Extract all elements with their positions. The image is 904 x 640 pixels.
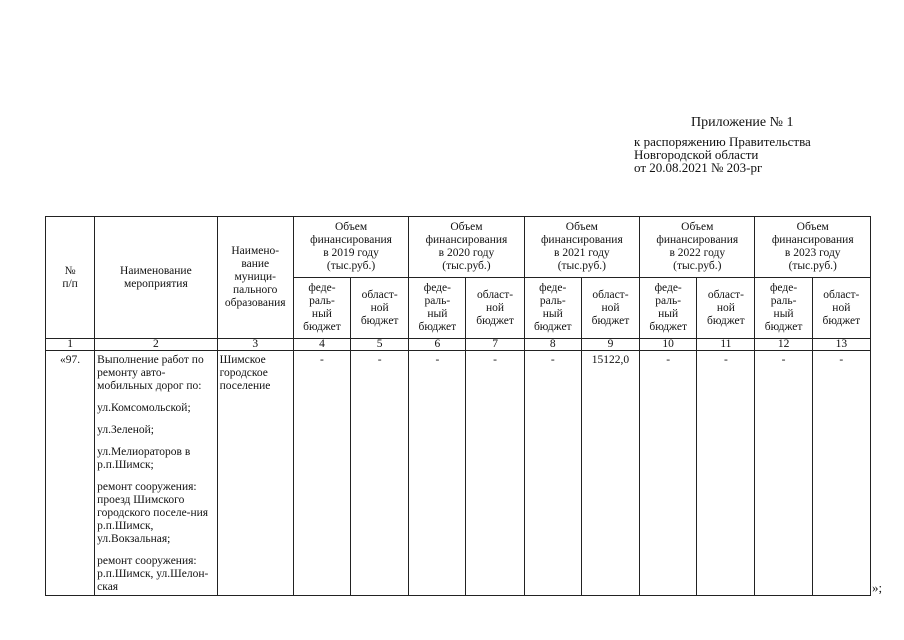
header-regional: област- ной бюджет (697, 278, 755, 339)
header-name: Наименование мероприятия (95, 217, 217, 339)
value-cell: - (524, 351, 581, 596)
activity-line: ремонт сооружения: р.п.Шимск, ул.Шелон-ская (97, 555, 209, 593)
header-regional: област- ной бюджет (351, 278, 409, 339)
header-regional: област- ной бюджет (812, 278, 870, 339)
appendix-header (634, 116, 811, 174)
activity-line: ул.Зеленой; (97, 424, 154, 436)
column-number: 4 (293, 339, 350, 351)
value-cell: - (351, 351, 409, 596)
column-number: 2 (95, 339, 217, 351)
row-number: «97. (46, 351, 95, 596)
appendix-line: Новгородской области (634, 147, 759, 162)
header-federal: феде- раль- ный бюджет (755, 278, 812, 339)
activity-line: ул.Мелиораторов в р.п.Шимск; (97, 446, 191, 471)
municipality-name: Шимское городское поселение (217, 351, 293, 596)
column-number: 1 (46, 339, 95, 351)
column-number-row (46, 339, 871, 351)
activity-name (95, 351, 217, 596)
value-cell: - (812, 351, 870, 596)
header-regional: област- ной бюджет (466, 278, 524, 339)
activity-line: ул.Комсомольской; (97, 402, 191, 414)
header-financing-2022: Объем финансирования в 2022 году (тыс.руб.) (640, 217, 755, 278)
header-municipality: Наимено- вание муници- пального образования (217, 217, 293, 339)
header-financing-2019: Объем финансирования в 2019 году (тыс.руб.) (293, 217, 408, 278)
header-financing-2021: Объем финансирования в 2021 году (тыс.руб.) (524, 217, 639, 278)
column-number: 5 (351, 339, 409, 351)
appendix-title: Приложение № 1 (691, 115, 794, 130)
column-number: 6 (409, 339, 466, 351)
header-regional: област- ной бюджет (581, 278, 639, 339)
column-number: 13 (812, 339, 870, 351)
header-federal: феде- раль- ный бюджет (293, 278, 350, 339)
column-number: 10 (640, 339, 697, 351)
activity-line: Выполнение работ по ремонту авто-мобильных дорог по: (97, 354, 204, 392)
header-num: № п/п (46, 217, 95, 339)
header-federal: феде- раль- ный бюджет (409, 278, 466, 339)
value-cell: 15122,0 (581, 351, 639, 596)
column-number: 8 (524, 339, 581, 351)
appendix-line: к распоряжению Правительства (634, 134, 811, 149)
value-cell: - (466, 351, 524, 596)
column-number: 7 (466, 339, 524, 351)
column-number: 9 (581, 339, 639, 351)
financing-table (45, 216, 871, 596)
appendix-line: от 20.08.2021 № 203-рг (634, 160, 763, 175)
value-cell: - (293, 351, 350, 596)
header-financing-2020: Объем финансирования в 2020 году (тыс.руб.) (409, 217, 524, 278)
value-cell: - (640, 351, 697, 596)
value-cell: - (697, 351, 755, 596)
column-number: 12 (755, 339, 812, 351)
activity-line: ремонт сооружения: проезд Шимского городского поселе-ния р.п.Шимск, ул.Вокзальная; (97, 481, 209, 545)
table-row (46, 351, 871, 596)
value-cell: - (755, 351, 812, 596)
column-number: 3 (217, 339, 293, 351)
header-federal: феде- раль- ный бюджет (640, 278, 697, 339)
header-financing-2023: Объем финансирования в 2023 году (тыс.руб.) (755, 217, 871, 278)
value-cell: - (409, 351, 466, 596)
closing-quote: »; (872, 580, 883, 595)
header-federal: феде- раль- ный бюджет (524, 278, 581, 339)
column-number: 11 (697, 339, 755, 351)
